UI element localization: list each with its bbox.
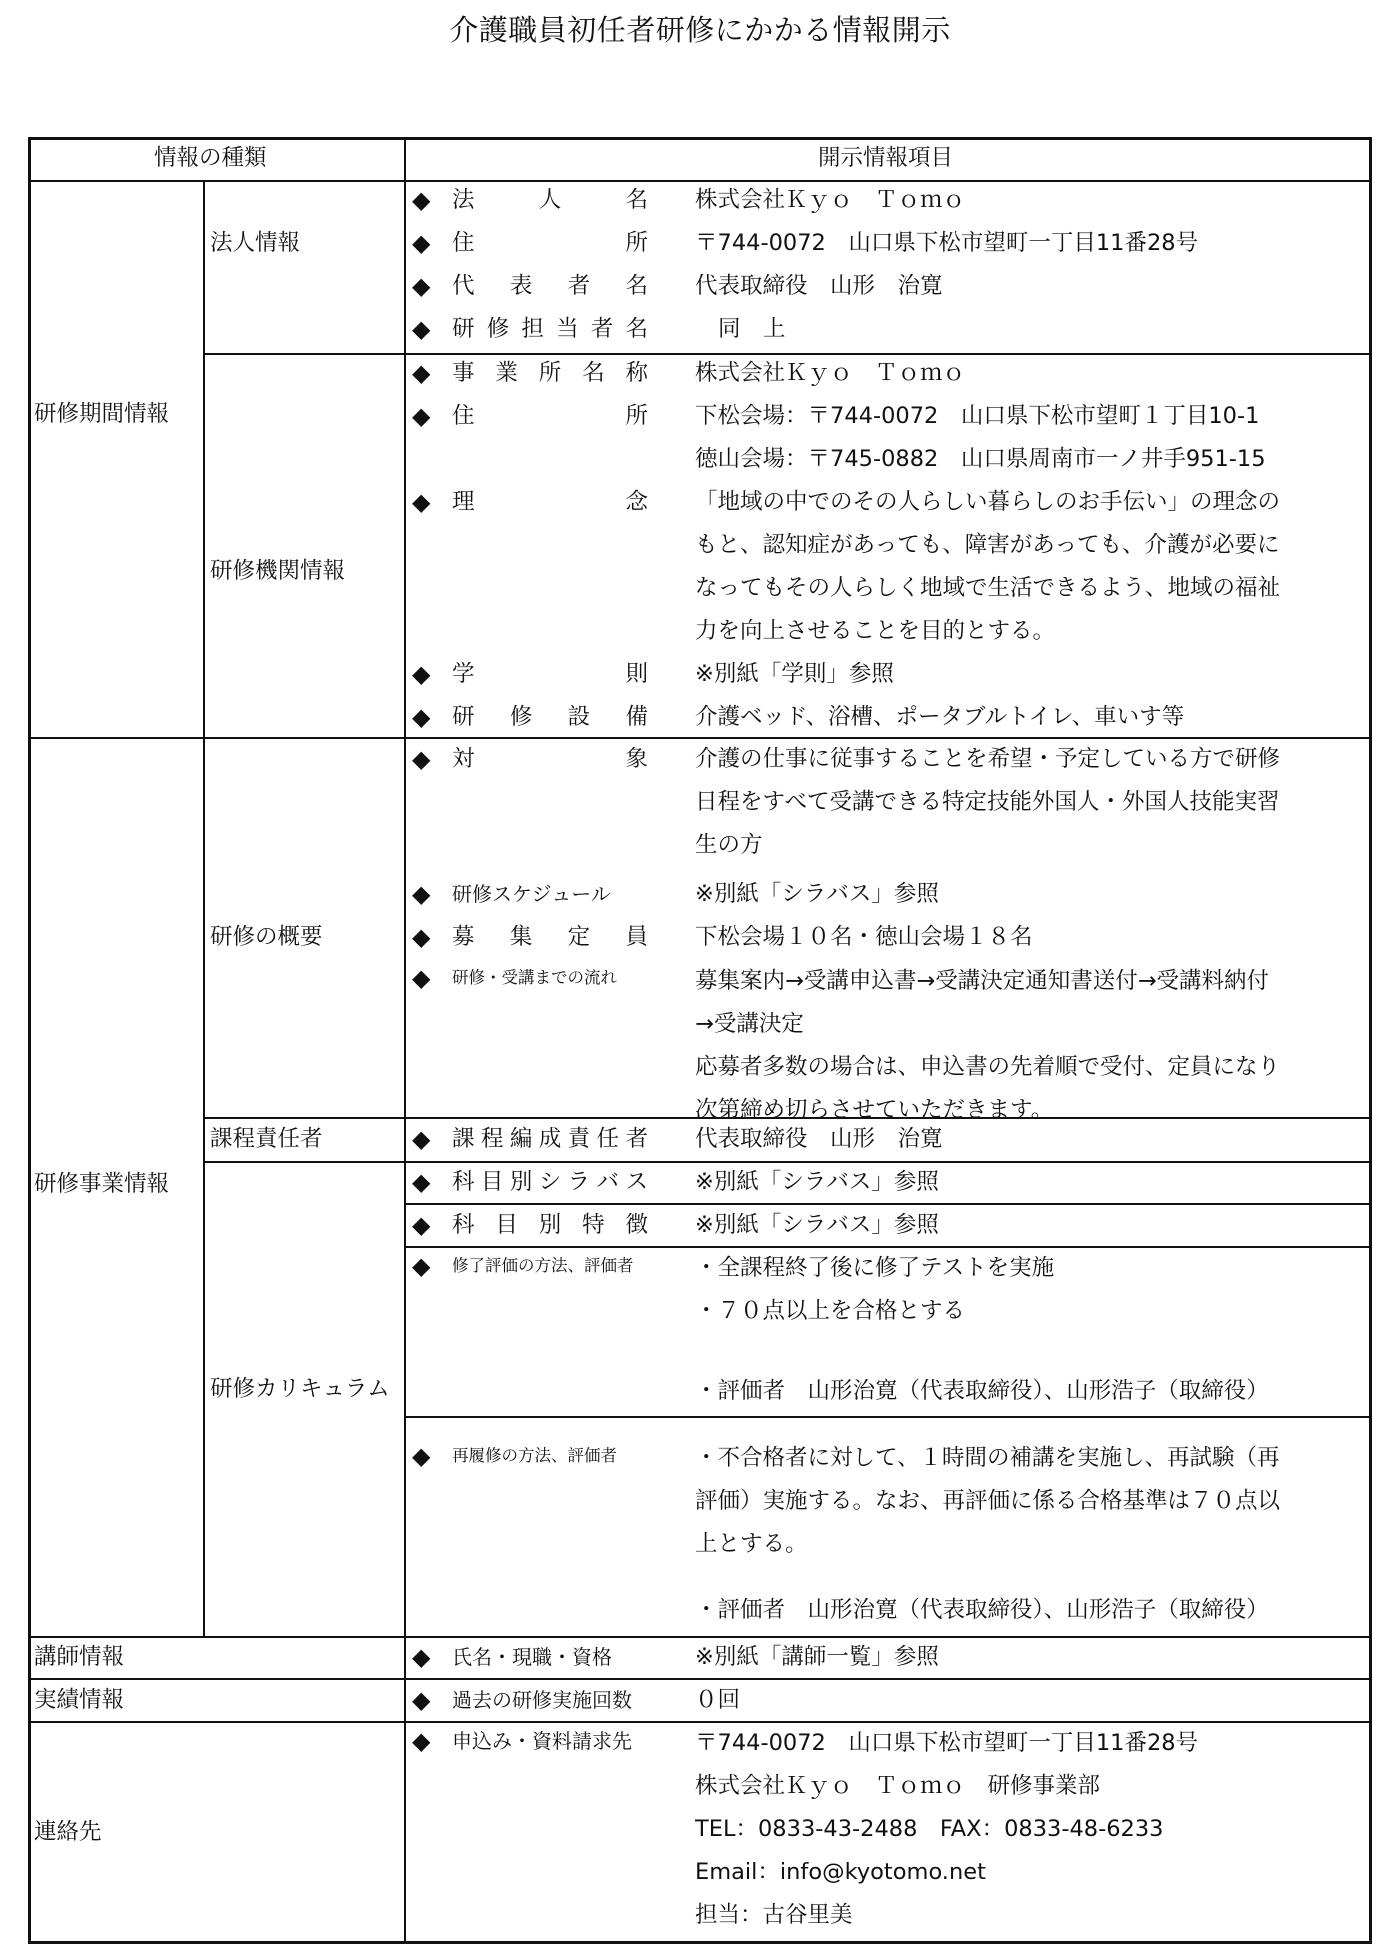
- item-label-office: 事 業 所 名 称: [452, 360, 648, 386]
- item-value-taisho-line: 日程をすべて受講できる特定技能外国人・外国人技能実習: [695, 789, 1280, 815]
- item-label-setsubi: 研 修 設 備: [452, 704, 648, 730]
- item-value-rinen-line: 「地域の中でのその人らしい暮らしのお手伝い」の理念の: [695, 489, 1281, 515]
- diamond-bullet-icon: ◆: [412, 272, 431, 300]
- row-divider: [404, 1203, 1372, 1205]
- category-jisseki: 実績情報: [34, 1687, 125, 1713]
- row-divider: [28, 737, 1372, 739]
- item-value-office: 株式会社Ｋｙｏ Ｔｏｍｏ: [695, 360, 966, 386]
- header-col-type: 情報の種類: [154, 145, 267, 171]
- column-divider-main: [404, 137, 406, 1944]
- item-label-hojin-manager: 研 修 担 当 者 名: [452, 316, 648, 342]
- item-label-hyoka: 修了評価の方法、評価者: [452, 1256, 634, 1275]
- diamond-bullet-icon: ◆: [412, 1727, 431, 1755]
- header-divider: [28, 180, 1372, 182]
- diamond-bullet-icon: ◆: [412, 964, 431, 992]
- subcategory-katei: 課程責任者: [210, 1126, 323, 1152]
- diamond-bullet-icon: ◆: [412, 1125, 431, 1153]
- item-value-taisho-line: 介護の仕事に従事することを希望・予定している方で研修: [695, 746, 1281, 772]
- subcategory-kikan: 研修機関情報: [210, 558, 346, 584]
- item-value-hojin-rep: 代表取締役 山形 治寛: [695, 273, 943, 299]
- diamond-bullet-icon: ◆: [412, 923, 431, 951]
- item-value-rishu-line: 上とする。: [695, 1531, 808, 1557]
- diamond-bullet-icon: ◆: [412, 660, 431, 688]
- item-value-rishu-line: 評価）実施する。なお、再評価に係る合格基準は７０点以: [695, 1488, 1281, 1514]
- row-divider: [203, 1161, 1372, 1163]
- item-value-koshi: ※別紙「講師一覧」参照: [695, 1644, 939, 1670]
- item-value-flow-line: 次第締め切らさせていただきます。: [695, 1097, 1054, 1123]
- item-label-rinen: 理 念: [452, 489, 648, 515]
- item-label-taisho: 対 象: [452, 746, 648, 772]
- diamond-bullet-icon: ◆: [412, 186, 431, 214]
- item-value-teiin: 下松会場１０名・徳山会場１８名: [695, 924, 1033, 950]
- category-koshi: 講師情報: [34, 1644, 125, 1670]
- item-value-hojin-address: 〒744-0072 山口県下松市望町一丁目11番28号: [695, 230, 1199, 256]
- item-value-rinen-line: 力を向上させることを目的とする。: [695, 618, 1056, 644]
- category-kenshu-jigyo: 研修事業情報: [34, 1171, 170, 1197]
- item-label-hojin-name: 法 人 名: [452, 187, 648, 213]
- item-value-schedule: ※別紙「シラバス」参照: [695, 881, 939, 907]
- item-label-rishu: 再履修の方法、評価者: [452, 1446, 617, 1465]
- header-col-items: 開示情報項目: [818, 145, 954, 171]
- diamond-bullet-icon: ◆: [412, 1643, 431, 1671]
- item-value-rishu-line: ・評価者 山形治寛（代表取締役）、山形浩子（取締役）: [695, 1597, 1269, 1623]
- item-label-syllabus: 科 目 別 シ ラ バ ス: [452, 1169, 648, 1195]
- item-value-flow-line: →受講決定: [695, 1011, 804, 1037]
- contact-line: 担当：古谷里美: [695, 1902, 853, 1928]
- row-divider: [404, 1416, 1372, 1418]
- page-title: 介護職員初任者研修にかかる情報開示: [449, 13, 951, 47]
- diamond-bullet-icon: ◆: [412, 488, 431, 516]
- diamond-bullet-icon: ◆: [412, 745, 431, 773]
- row-divider: [28, 1678, 1372, 1680]
- row-divider: [203, 353, 1372, 355]
- diamond-bullet-icon: ◆: [412, 880, 431, 908]
- item-value-flow-line: 募集案内→受講申込書→受講決定通知書送付→受講料納付: [695, 968, 1270, 994]
- diamond-bullet-icon: ◆: [412, 229, 431, 257]
- column-divider-sub: [203, 180, 205, 1636]
- item-value-setsubi: 介護ベッド、浴槽、ポータブルトイレ、車いす等: [695, 704, 1185, 730]
- category-renrakusaki: 連絡先: [34, 1819, 102, 1845]
- item-value-flow-line: 応募者多数の場合は、申込書の先着順で受付、定員になり: [695, 1054, 1281, 1080]
- subcategory-gaiyo: 研修の概要: [210, 924, 323, 950]
- row-divider: [28, 1721, 1372, 1723]
- diamond-bullet-icon: ◆: [412, 1442, 431, 1470]
- item-value-hyoka-line: ・７０点以上を合格とする: [695, 1298, 966, 1324]
- contact-line: 株式会社Ｋｙｏ Ｔｏｍｏ 研修事業部: [695, 1773, 1101, 1799]
- item-label-teiin: 募 集 定 員: [452, 924, 648, 950]
- contact-email[interactable]: Email：info@kyotomo.net: [695, 1859, 986, 1885]
- item-value-gakusoku: ※別紙「学則」参照: [695, 661, 894, 687]
- diamond-bullet-icon: ◆: [412, 1168, 431, 1196]
- item-value-hyoka-line: ・評価者 山形治寛（代表取締役）、山形浩子（取締役）: [695, 1378, 1269, 1404]
- item-label-hojin-address: 住 所: [452, 230, 648, 256]
- item-value-tokucho: ※別紙「シラバス」参照: [695, 1212, 939, 1238]
- item-value-hojin-name: 株式会社Ｋｙｏ Ｔｏｍｏ: [695, 187, 966, 213]
- item-label-hojin-rep: 代 表 者 名: [452, 273, 648, 299]
- contact-line: TEL：0833-43-2488 FAX：0833-48-6233: [695, 1816, 1164, 1842]
- diamond-bullet-icon: ◆: [412, 359, 431, 387]
- item-value-kikan-address-1: 下松会場：〒744-0072 山口県下松市望町１丁目10-1: [695, 403, 1260, 429]
- subcategory-hojin: 法人情報: [210, 230, 301, 256]
- subcategory-curriculum: 研修カリキュラム: [210, 1376, 390, 1402]
- item-value-hojin-manager: 同 上: [718, 316, 786, 342]
- item-value-rinen-line: もと、認知症があっても、障害があっても、介護が必要に: [695, 532, 1280, 558]
- item-value-jisseki: ０回: [695, 1687, 741, 1713]
- category-kenshu-kikan: 研修期間情報: [34, 401, 170, 427]
- item-label-gakusoku: 学 則: [452, 661, 648, 687]
- item-label-kikan-address: 住 所: [452, 403, 648, 429]
- row-divider: [404, 1246, 1372, 1248]
- diamond-bullet-icon: ◆: [412, 315, 431, 343]
- diamond-bullet-icon: ◆: [412, 1252, 431, 1280]
- item-label-koshi: 氏名・現職・資格: [452, 1645, 612, 1669]
- contact-line: 〒744-0072 山口県下松市望町一丁目11番28号: [695, 1730, 1199, 1756]
- item-label-jisseki: 過去の研修実施回数: [452, 1688, 632, 1712]
- item-label-contact: 申込み・資料請求先: [452, 1729, 632, 1753]
- item-value-kikan-address-2: 徳山会場：〒745-0882 山口県周南市一ノ井手951-15: [695, 446, 1266, 472]
- item-value-rishu-line: ・不合格者に対して、１時間の補講を実施し、再試験（再: [695, 1445, 1280, 1471]
- diamond-bullet-icon: ◆: [412, 402, 431, 430]
- diamond-bullet-icon: ◆: [412, 1211, 431, 1239]
- diamond-bullet-icon: ◆: [412, 703, 431, 731]
- item-value-rinen-line: なってもその人らしく地域で生活できるよう、地域の福祉: [695, 575, 1281, 601]
- item-value-katei: 代表取締役 山形 治寛: [695, 1126, 943, 1152]
- item-label-katei: 課 程 編 成 責 任 者: [452, 1126, 648, 1152]
- item-label-schedule: 研修スケジュール: [452, 882, 611, 906]
- diamond-bullet-icon: ◆: [412, 1686, 431, 1714]
- item-label-tokucho: 科 目 別 特 徴: [452, 1212, 648, 1238]
- item-value-taisho-line: 生の方: [695, 832, 763, 858]
- item-value-hyoka-line: ・全課程終了後に修了テストを実施: [695, 1255, 1055, 1281]
- item-label-flow: 研修・受講までの流れ: [452, 968, 617, 987]
- row-divider: [28, 1636, 1372, 1638]
- item-value-syllabus: ※別紙「シラバス」参照: [695, 1169, 939, 1195]
